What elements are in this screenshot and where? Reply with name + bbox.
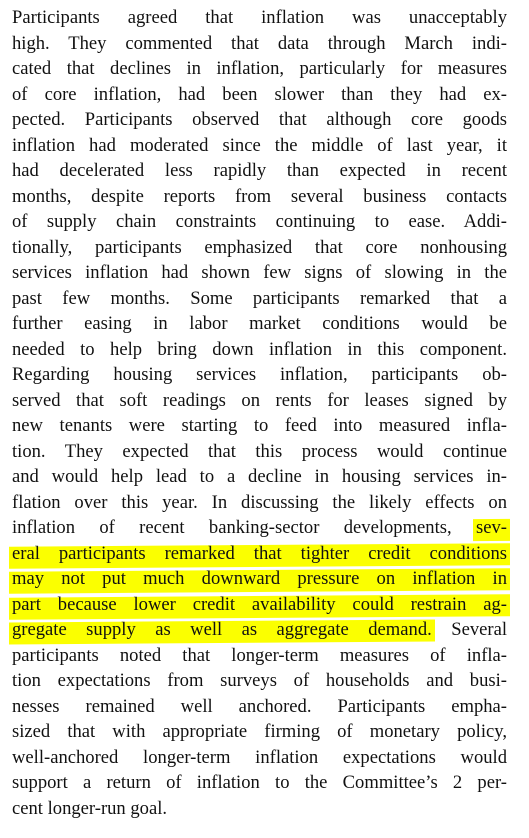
- text-line: and would help lead to a decline in housing services in-: [12, 466, 507, 487]
- text-line: pected. Participants observed that although core goods: [12, 109, 507, 130]
- text-line: cent longer-run goal.: [12, 797, 168, 819]
- line-text: inflation of recent banking-sector developments,: [12, 517, 452, 538]
- text-line: tion expectations from surveys of households and busi-: [12, 670, 507, 691]
- text-line: [12, 617, 507, 643]
- highlighted-text: gregate supply as well as aggregate demand.: [12, 619, 432, 640]
- text-line: tion. They expected that this process would continue: [12, 440, 507, 462]
- highlighted-text: part because lower credit availability could restrain ag-: [12, 593, 507, 615]
- paragraph: [12, 5, 507, 821]
- text-line: participants noted that longer-term measures of infla-: [12, 644, 507, 666]
- text-line: flation over this year. In discussing the likely effects on: [12, 491, 507, 513]
- text-line: Participants agreed that inflation was unacceptably: [12, 7, 507, 28]
- text-line: inflation had moderated since the middle of last year, it: [12, 134, 507, 156]
- text-line: nesses remained well anchored. Participants empha-: [12, 695, 507, 717]
- highlighted-text: sev-: [476, 517, 507, 538]
- text-line: of core inflation, had been slower than they had ex-: [12, 83, 507, 105]
- text-line: [12, 515, 507, 541]
- text-line: past few months. Some participants remarked that a: [12, 287, 507, 309]
- text-line: further easing in labor market conditions would be: [12, 313, 507, 334]
- text-line: tionally, participants emphasized that core nonhousing: [12, 236, 507, 258]
- text-line: [12, 541, 507, 567]
- highlighted-text: eral participants remarked that tighter credit conditions: [12, 542, 507, 564]
- text-line: cated that declines in inflation, particularly for measures: [12, 58, 507, 79]
- text-line: had decelerated less rapidly than expected in recent: [12, 160, 507, 181]
- text-line: high. They commented that data through March indi-: [12, 32, 507, 54]
- text-line: sized that with appropriate firming of monetary policy,: [12, 721, 507, 742]
- text-line: services inflation had shown few signs of slowing in the: [12, 262, 507, 283]
- text-line: served that soft readings on rents for leases signed by: [12, 389, 507, 411]
- text-line: Regarding housing services inflation, participants ob-: [12, 364, 507, 385]
- document-page: [12, 5, 507, 821]
- text-line: of supply chain constraints continuing to ease. Addi-: [12, 211, 507, 232]
- text-line: [12, 566, 507, 592]
- highlighted-text: may not put much downward pressure on inflation in: [12, 568, 507, 589]
- text-line: needed to help bring down inflation in this component.: [12, 338, 507, 360]
- text-line: support a return of inflation to the Committee’s 2 per-: [12, 772, 507, 793]
- text-line: [12, 592, 507, 618]
- text-line: well-anchored longer-term inflation expectations would: [12, 746, 507, 768]
- line-text: Several: [451, 619, 507, 640]
- text-line: new tenants were starting to feed into measured infla-: [12, 415, 507, 436]
- text-line: months, despite reports from several business contacts: [12, 185, 507, 207]
